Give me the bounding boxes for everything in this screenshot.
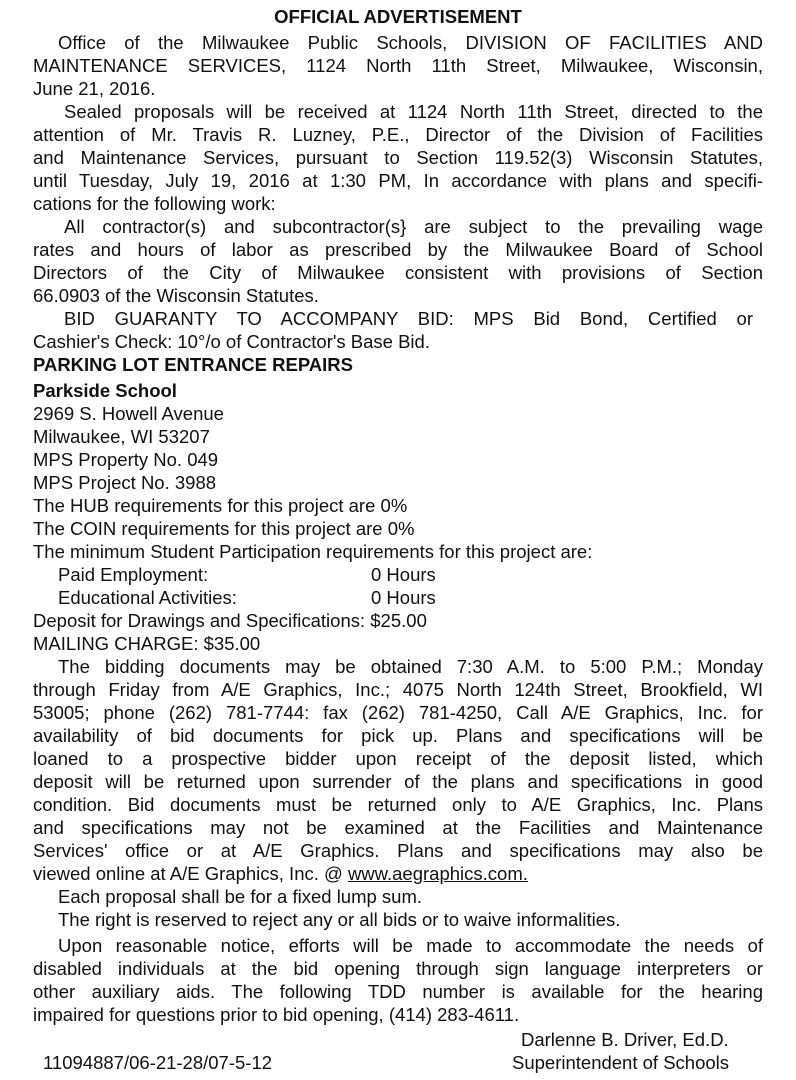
student-requirement: The minimum Student Participation requirements for this project are: xyxy=(33,541,593,562)
coin-requirement: The COIN requirements for this project are 0% xyxy=(33,518,415,539)
school-name: Parkside School xyxy=(33,380,177,401)
accommodation-line-3: other auxiliary aids. The following TDD number is available for the hearing xyxy=(33,981,763,1002)
aegraphics-link[interactable]: www.aegraphics.com. xyxy=(347,863,528,884)
proposals-line-4: until Tuesday, July 19, 2016 at 1:30 PM, In accordance with plans and specifi- xyxy=(33,170,763,191)
wages-line-2: rates and hours of labor as prescribed by the Milwaukee Board of School xyxy=(33,239,763,260)
documents-line-9: Services' office or at A/E Graphics. Plans and specifications may also be xyxy=(33,840,763,861)
signature-title: Superintendent of Schools xyxy=(512,1052,730,1073)
signature-name: Darlenne B. Driver, Ed.D. xyxy=(521,1029,729,1050)
documents-line-6: deposit will be returned upon surrender of the plans and specifications in good xyxy=(33,771,763,792)
educational-activities-label: Educational Activities: xyxy=(58,587,237,608)
guaranty-line-2: Cashier's Check: 10°/o of Contractor's Base Bid. xyxy=(33,331,430,352)
wages-line-4: 66.0903 of the Wisconsin Statutes. xyxy=(33,285,319,306)
paid-employment-label: Paid Employment: xyxy=(58,564,209,585)
project-heading: PARKING LOT ENTRANCE REPAIRS xyxy=(33,354,353,375)
ad-title: OFFICIAL ADVERTISEMENT xyxy=(274,6,522,27)
documents-line-4: availability of bid documents for pick up. Plans and specifications will be xyxy=(33,725,763,746)
proposals-line-1: Sealed proposals will be received at 1124 North 11th Street, directed to the xyxy=(64,101,763,122)
documents-line-1: The bidding documents may be obtained 7:30 A.M. to 5:00 P.M.; Monday xyxy=(58,656,763,677)
accommodation-line-1: Upon reasonable notice, efforts will be made to accommodate the needs of xyxy=(58,935,763,956)
lump-sum-line: Each proposal shall be for a fixed lump sum. xyxy=(58,886,423,907)
school-city: Milwaukee, WI 53207 xyxy=(33,426,210,447)
intro-line-1: Office of the Milwaukee Public Schools, DIVISION OF FACILITIES AND xyxy=(58,32,763,53)
paid-employment-value: 0 Hours xyxy=(371,564,436,585)
educational-activities-value: 0 Hours xyxy=(371,587,436,608)
proposals-line-2: attention of Mr. Travis R. Luzney, P.E., Director of the Division of Facilities xyxy=(33,124,763,145)
guaranty-line-1: BID GUARANTY TO ACCOMPANY BID: MPS Bid Bond, Certified or xyxy=(64,308,753,329)
accommodation-line-2: disabled individuals at the bid opening through sign language interpreters or xyxy=(33,958,763,979)
ad-number: 11094887/06-21-28/07-5-12 xyxy=(43,1052,273,1073)
mailing-charge: MAILING CHARGE: $35.00 xyxy=(33,633,261,654)
hub-requirement: The HUB requirements for this project are 0% xyxy=(33,495,408,516)
wages-line-1: All contractor(s) and subcontractor(s} are subject to the prevailing wage xyxy=(64,216,763,237)
proposals-line-3: and Maintenance Services, pursuant to Section 119.52(3) Wisconsin Statutes, xyxy=(33,147,763,168)
documents-line-3: 53005; phone (262) 781-7744: fax (262) 781-4250, Call A/E Graphics, Inc. for xyxy=(33,702,763,723)
project-number: MPS Project No. 3988 xyxy=(33,472,217,493)
documents-line-2: through Friday from A/E Graphics, Inc.; 4075 North 124th Street, Brookfield, WI xyxy=(33,679,763,700)
proposals-line-5: cations for the following work: xyxy=(33,193,276,214)
property-number: MPS Property No. 049 xyxy=(33,449,219,470)
documents-line-5: loaned to a prospective bidder upon receipt of the deposit listed, which xyxy=(33,748,763,769)
documents-line-8: and specifications may not be examined at the Facilities and Maintenance xyxy=(33,817,763,838)
school-address: 2969 S. Howell Avenue xyxy=(33,403,224,424)
reserved-line: The right is reserved to reject any or all bids or to waive informalities. xyxy=(58,909,621,930)
online-line xyxy=(33,862,528,885)
online-prefix: viewed online at A/E Graphics, Inc. @ xyxy=(33,863,343,884)
documents-line-7: condition. Bid documents must be returned only to A/E Graphics, Inc. Plans xyxy=(33,794,763,815)
intro-line-3: June 21, 2016. xyxy=(33,78,156,99)
wages-line-3: Directors of the City of Milwaukee consistent with provisions of Section xyxy=(33,262,763,283)
intro-line-2: MAINTENANCE SERVICES, 1124 North 11th Street, Milwaukee, Wisconsin, xyxy=(33,55,763,76)
deposit-line: Deposit for Drawings and Specifications: $25.00 xyxy=(33,610,427,631)
accommodation-line-4: impaired for questions prior to bid opening, (414) 283-4611. xyxy=(33,1004,520,1025)
